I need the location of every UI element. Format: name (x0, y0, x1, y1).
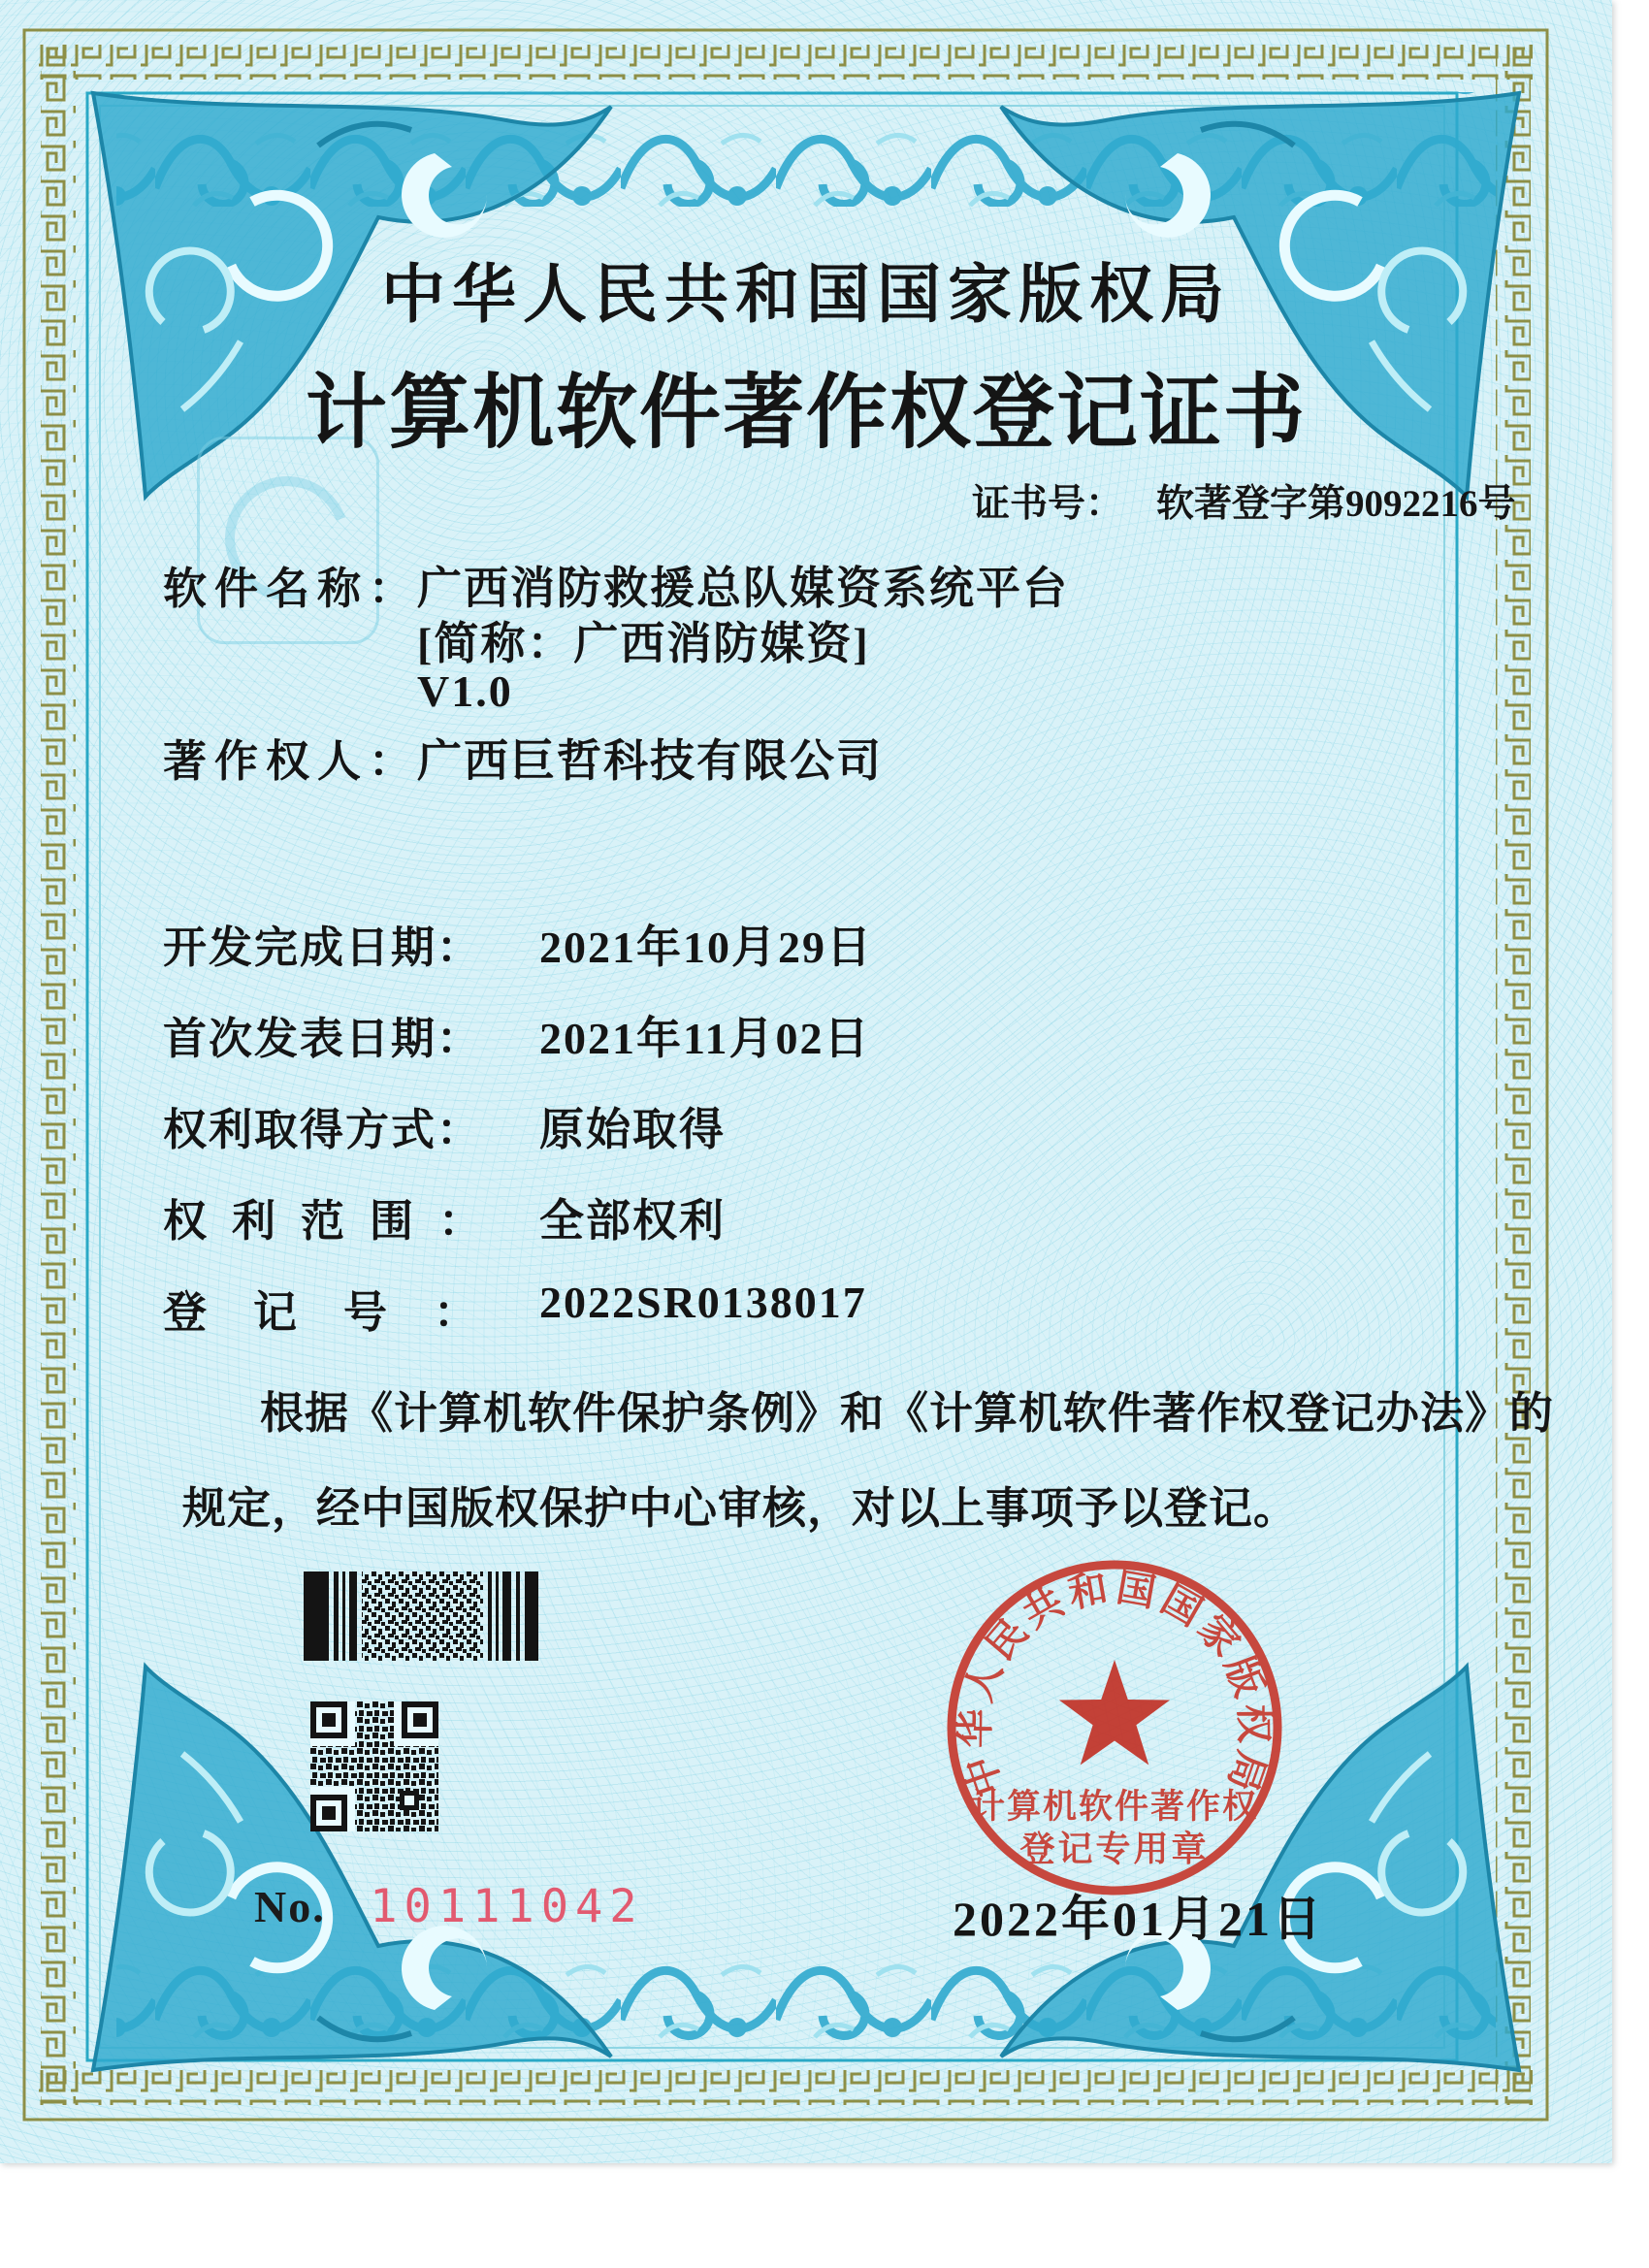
serial-prefix: No. (254, 1882, 326, 1931)
issue-date: 2022年01月21日 (953, 1892, 1324, 1946)
field-label: 登记号： (163, 1288, 525, 1337)
field-value-short-name: [简称：广西消防媒资] (417, 619, 870, 668)
field-value: 全部权利 (539, 1196, 726, 1246)
seal-text-line1: 计算机软件著作权 (970, 1788, 1259, 1826)
field-value: 2022SR0138017 (539, 1278, 867, 1327)
field-label: 软件名称： (163, 565, 421, 613)
field-label: 权利范围： (163, 1197, 508, 1246)
serial-number-line (254, 1880, 644, 1933)
statement-line-2: 规定，经中国版权保护中心审核，对以上事项予以登记。 (182, 1484, 1299, 1533)
issuing-authority-title: 中华人民共和国国家版权局 (381, 260, 1231, 331)
field-label: 权利取得方式： (163, 1106, 483, 1154)
certificate-number-label: 证书号： (972, 483, 1124, 525)
seal-arc-text: 中华人民共和国国家版权局 (953, 1565, 1277, 1801)
field-value: 2021年11月02日 (539, 1014, 871, 1063)
field-value: 广西消防救援总队媒资系统平台 (417, 564, 1069, 613)
field-value: 广西巨哲科技有限公司 (417, 736, 883, 786)
qr-code-image (310, 1701, 438, 1831)
serial-number: 10111042 (370, 1880, 644, 1933)
certificate-number-line (972, 473, 1516, 528)
field-value: 2021年10月29日 (539, 923, 873, 972)
field-label: 首次发表日期： (163, 1015, 483, 1063)
certificate-title: 计算机软件著作权登记证书 (305, 369, 1307, 459)
field-value-version: V1.0 (417, 666, 513, 716)
seal-text-line2: 登记专用章 (1019, 1830, 1210, 1868)
statement-line-1: 根据《计算机软件保护条例》和《计算机软件著作权登记办法》的 (260, 1389, 1555, 1438)
certificate-number-value: 软著登字第9092216号 (1156, 483, 1516, 525)
seal-star-icon (1059, 1660, 1170, 1766)
field-label: 开发完成日期： (163, 923, 483, 972)
barcode-image (304, 1571, 538, 1661)
field-value: 原始取得 (539, 1105, 726, 1154)
field-label: 著作权人： (163, 737, 421, 786)
official-seal-stamp (933, 1548, 1296, 1907)
